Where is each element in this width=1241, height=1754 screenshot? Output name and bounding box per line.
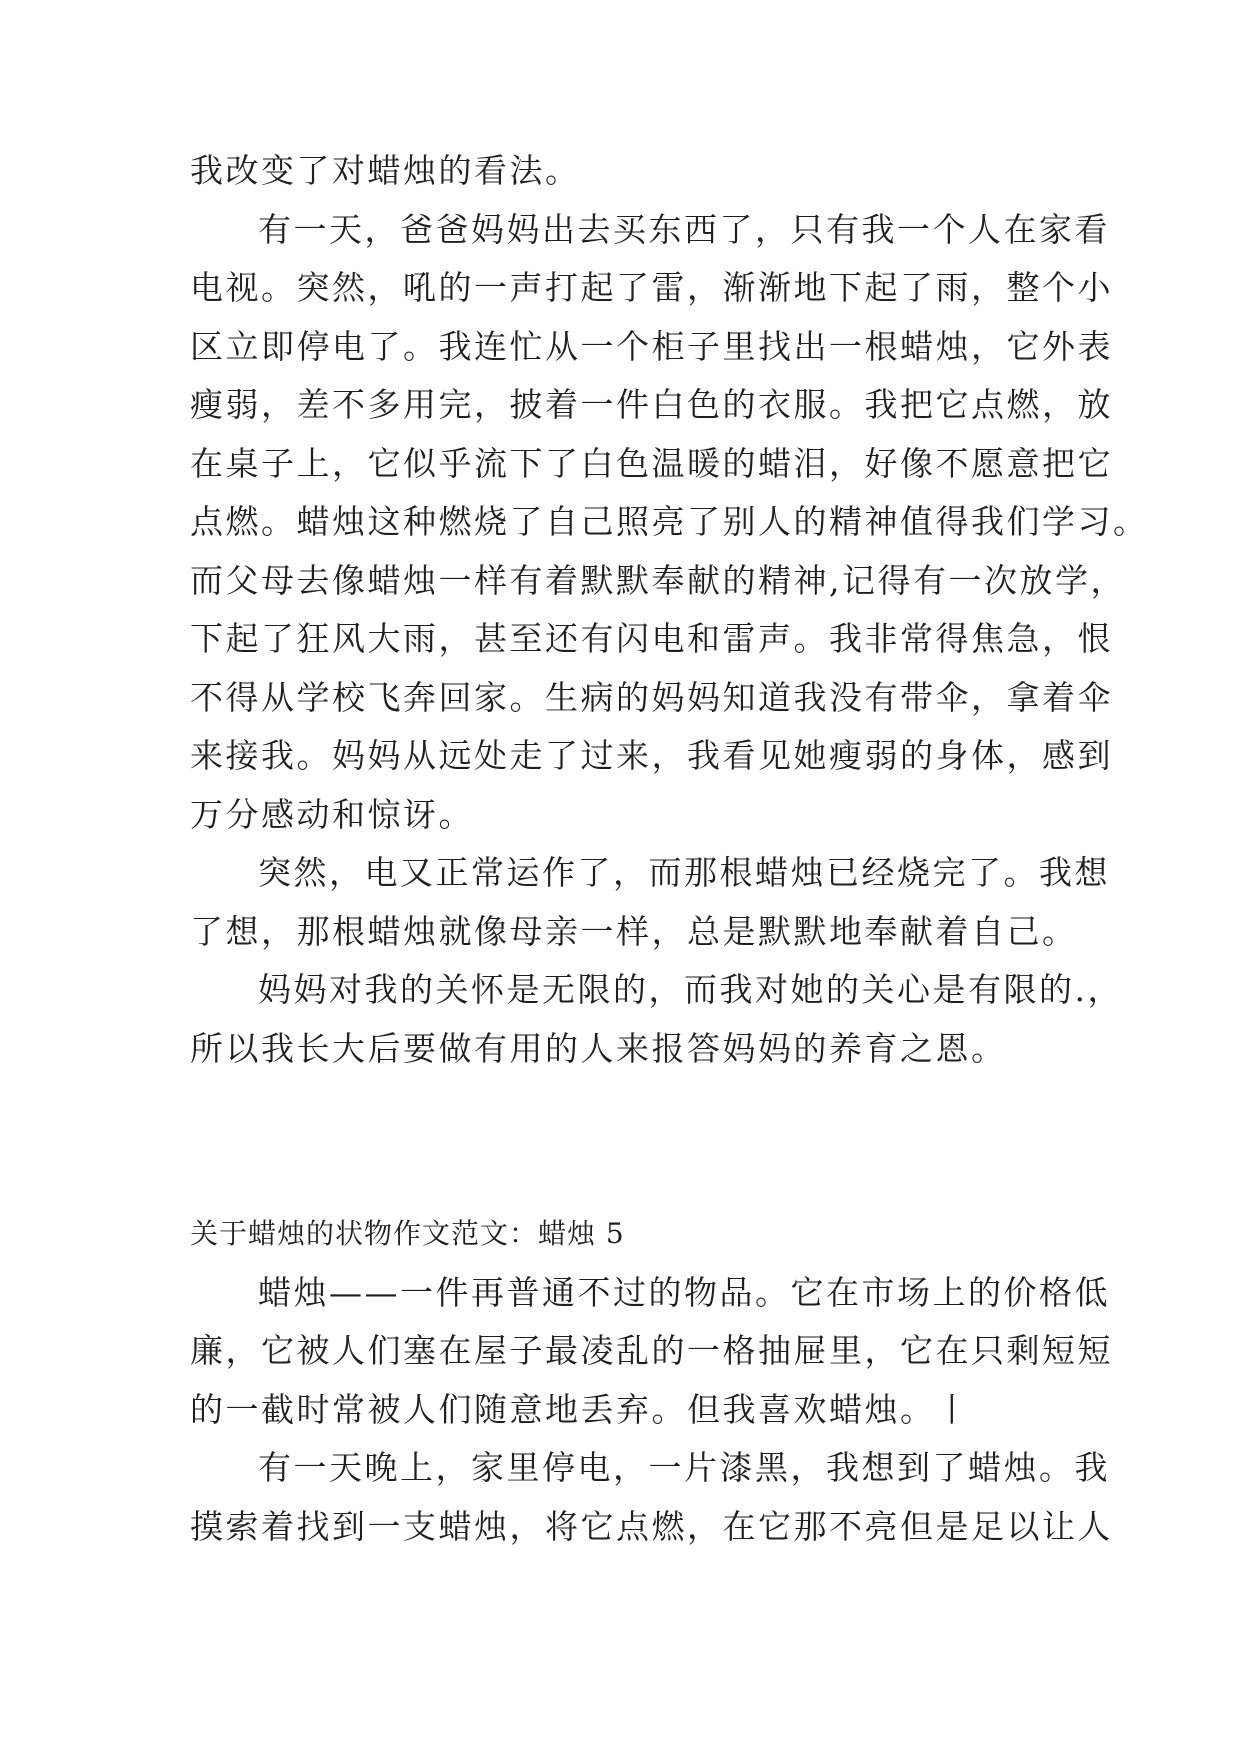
paragraph-line: 我改变了对蜡烛的看法。 [190,151,581,190]
paragraph-line: 廉，它被人们塞在屋子最凌乱的一格抽屉里，它在只剩短短 [190,1331,1113,1370]
paragraph-line: 蜡烛——一件再普通不过的物品。它在市场上的价格低 [258,1272,1110,1312]
essay-section-one [190,142,1149,1078]
paragraph-line: 区立即停电了。我连忙从一个柜子里找出一根蜡烛，它外表 [190,326,1113,366]
paragraph-line: 的一截时常被人们随意地丢弃。但我喜欢蜡烛。丨 [190,1389,971,1429]
paragraph-line: 突然，电又正常运作了，而那根蜡烛已经烧完了。我想 [258,853,1110,892]
paragraph-line: 而父母去像蜡烛一样有着默默奉献的精神,记得有一次放学， [190,560,1126,600]
paragraph-line: 万分感动和惊讶。 [190,794,474,834]
paragraph-line: 电视。突然，吼的一声打起了雷，渐渐地下起了雨，整个小 [190,268,1113,307]
paragraph-line: 点燃。蜡烛这种燃烧了自己照亮了别人的精神值得我们学习。 [190,502,1149,541]
paragraph-line: 所以我长大后要做有用的人来报答妈妈的养育之恩。 [190,1028,1007,1068]
paragraph-line: 有一天晚上，家里停电，一片漆黑，我想到了蜡烛。我 [258,1448,1110,1487]
section-title: 关于蜡烛的状物作文范文：蜡烛 5 [190,1217,625,1250]
paragraph-line: 摸索着找到一支蜡烛，将它点燃，在它那不亮但是足以让人 [190,1506,1113,1546]
paragraph-line: 下起了狂风大雨，甚至还有闪电和雷声。我非常得焦急，恨 [190,619,1113,658]
paragraph-line: 有一天，爸爸妈妈出去买东西了，只有我一个人在家看 [258,209,1110,249]
essay-section-two [190,1205,1113,1556]
paragraph-line: 在桌子上，它似乎流下了白色温暖的蜡泪，好像不愿意把它 [190,443,1113,483]
paragraph-line: 了想，那根蜡烛就像母亲一样，总是默默地奉献着自己。 [190,911,1078,951]
paragraph-line: 妈妈对我的关怀是无限的，而我对她的关心是有限的.， [258,970,1123,1009]
paragraph-line: 不得从学校飞奔回家。生病的妈妈知道我没有带伞，拿着伞 [190,677,1113,717]
paragraph-line: 瘦弱，差不多用完，披着一件白色的衣服。我把它点燃，放 [190,385,1113,424]
paragraph-line: 来接我。妈妈从远处走了过来，我看见她瘦弱的身体，感到 [190,736,1113,775]
